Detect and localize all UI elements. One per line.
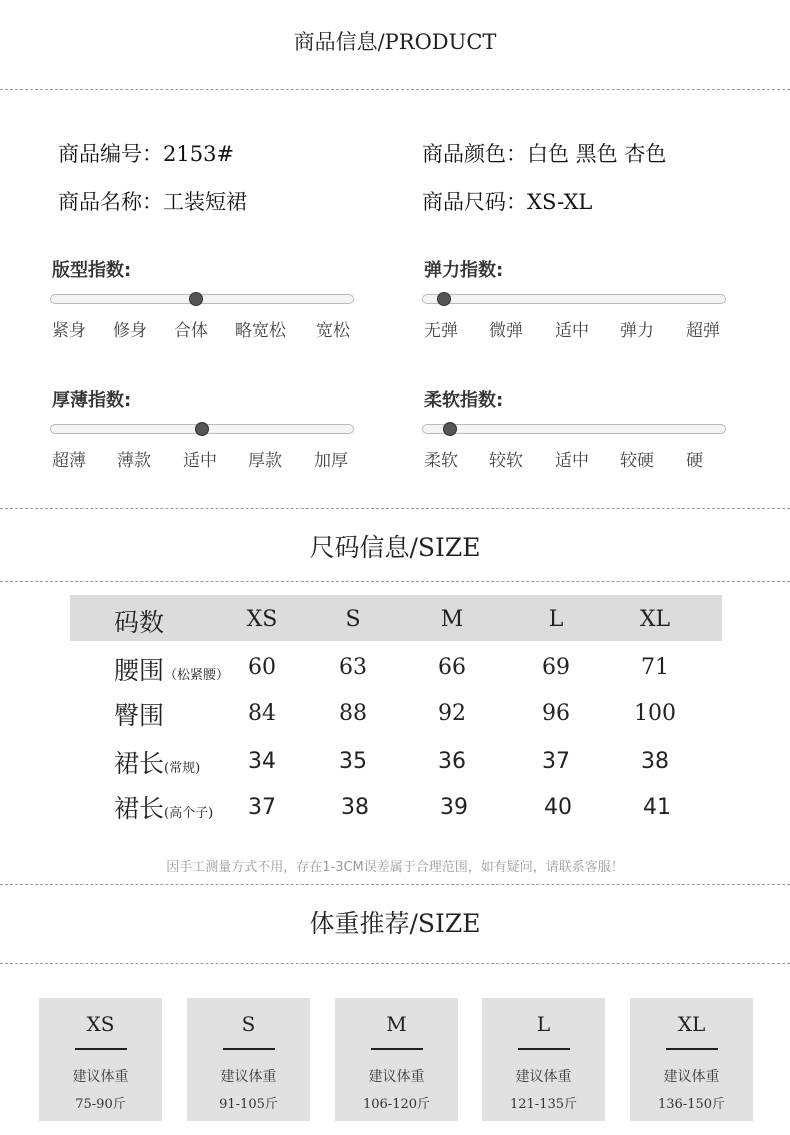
softness-index-option: 硬 [686,451,703,471]
softness-index-title: 柔软指数: [424,390,504,411]
product-size-label: 商品尺码： [422,190,527,214]
weight-card-range: 136-150斤 [657,1097,726,1112]
weight-card-range: 75-90斤 [75,1097,126,1112]
size-header-cell: L [548,607,564,632]
product-name-value: 工装短裙 [163,190,247,214]
weight-card-range: 106-120斤 [362,1097,431,1112]
stretch-index-option: 适中 [555,321,589,341]
fit-index-options [52,316,362,341]
size-section-title: 尺码信息/SIZE [309,533,481,562]
weight-card-size: XL [677,1012,706,1036]
table-cell: 63 [339,655,367,680]
row-label-text: 裙长 [114,749,165,778]
weight-card-m [335,998,458,1121]
fit-index-title: 版型指数: [52,260,132,281]
table-cell: 38 [341,795,369,820]
thickness-index-option: 超薄 [52,451,86,471]
fit-index-option: 宽松 [316,321,350,341]
table-cell: 37 [248,795,276,820]
table-cell: 34 [248,749,276,774]
size-header-cell: S [345,607,361,632]
weight-card-label: 建议体重 [72,1069,129,1085]
softness-index-option: 较软 [489,451,523,471]
table-cell: 36 [438,749,466,774]
weight-card-underline [371,1048,423,1050]
table-cell: 41 [643,795,671,820]
weight-card-underline [666,1048,718,1050]
weight-card-underline [518,1048,570,1050]
weight-card-size: L [536,1012,551,1036]
weight-section-title: 体重推荐/SIZE [309,909,481,938]
softness-index-options [424,446,734,471]
table-cell: 60 [248,655,276,680]
softness-index-option: 适中 [555,451,589,471]
stretch-index-option: 超弹 [686,321,720,341]
table-cell: 100 [634,701,676,726]
row-label-note: (高个子) [164,806,214,821]
product-color-label: 商品颜色： [422,142,527,166]
stretch-index-options [424,316,734,341]
table-row-label [114,744,200,780]
table-row-label [114,789,213,825]
product-size [422,186,592,216]
weight-card-xl [630,998,753,1121]
stretch-index-option: 弹力 [620,321,654,341]
weight-card-underline [223,1048,275,1050]
size-header-cell: XS [246,607,278,632]
product-size-value: XS-XL [527,190,593,214]
thickness-index-option: 加厚 [314,451,348,471]
measurement-disclaimer: 因手工测量方式不用，存在1-3CM误差属于合理范围，如有疑问，请联系客服！ [166,860,624,875]
fit-index-option: 修身 [113,321,147,341]
table-cell: 66 [438,655,466,680]
weight-card-label: 建议体重 [220,1069,277,1085]
size-header-cell: XL [639,607,671,632]
thickness-index-option: 厚款 [248,451,282,471]
weight-card-s [187,998,310,1121]
table-row-label [114,696,164,732]
product-code-label: 商品编号： [58,142,163,166]
divider [0,581,790,582]
weight-card-range: 121-135斤 [509,1097,578,1112]
thickness-index-marker [195,422,209,436]
row-label-text: 腰围 [114,656,165,685]
stretch-index-option: 微弹 [489,321,523,341]
table-cell: 88 [339,701,367,726]
weight-card-size: M [386,1012,407,1036]
weight-card-label: 建议体重 [368,1069,425,1085]
table-cell: 35 [339,749,367,774]
table-cell: 84 [248,701,276,726]
table-cell: 40 [544,795,572,820]
row-label-note: （松紧腰） [164,668,230,683]
product-code [58,138,234,168]
softness-index-option: 较硬 [620,451,654,471]
product-code-value: 2153# [163,142,235,166]
size-header-label: 码数 [114,608,165,637]
thickness-index-option: 薄款 [117,451,151,471]
fit-index-option: 略宽松 [235,321,286,341]
size-table-header [70,595,722,641]
stretch-index-track [422,294,726,304]
weight-card-label: 建议体重 [663,1069,720,1085]
weight-card-xs [39,998,162,1121]
weight-card-size: XS [86,1012,115,1036]
size-header-cell: M [440,607,464,632]
divider [0,508,790,509]
thickness-index-options [52,446,362,471]
product-name-label: 商品名称： [58,190,163,214]
table-cell: 92 [438,701,466,726]
divider [0,963,790,964]
divider [0,884,790,885]
table-cell: 38 [641,749,669,774]
table-cell: 37 [542,749,570,774]
product-color-value: 白色 黑色 杏色 [527,142,667,166]
stretch-index-option: 无弹 [424,321,458,341]
weight-card-range: 91-105斤 [219,1097,278,1112]
thickness-index-title: 厚薄指数: [52,390,132,411]
row-label-note: (常规) [164,761,201,776]
row-label-text: 裙长 [114,794,165,823]
table-cell: 96 [542,701,570,726]
divider [0,89,790,90]
softness-index-option: 柔软 [424,451,458,471]
product-name [58,186,247,216]
weight-card-underline [75,1048,127,1050]
table-cell: 71 [641,655,669,680]
weight-card-size: S [241,1012,256,1036]
table-cell: 39 [440,795,468,820]
thickness-index-option: 适中 [183,451,217,471]
table-cell: 69 [542,655,570,680]
softness-index-track [422,424,726,434]
fit-index-option: 合体 [174,321,208,341]
weight-card-label: 建议体重 [515,1069,572,1085]
fit-index-option: 紧身 [52,321,86,341]
stretch-index-title: 弹力指数: [424,260,504,281]
product-color [422,138,666,168]
table-row-label [114,651,229,687]
row-label-text: 臀围 [114,701,165,730]
weight-card-l [482,998,605,1121]
product-section-title: 商品信息/PRODUCT [293,30,497,54]
